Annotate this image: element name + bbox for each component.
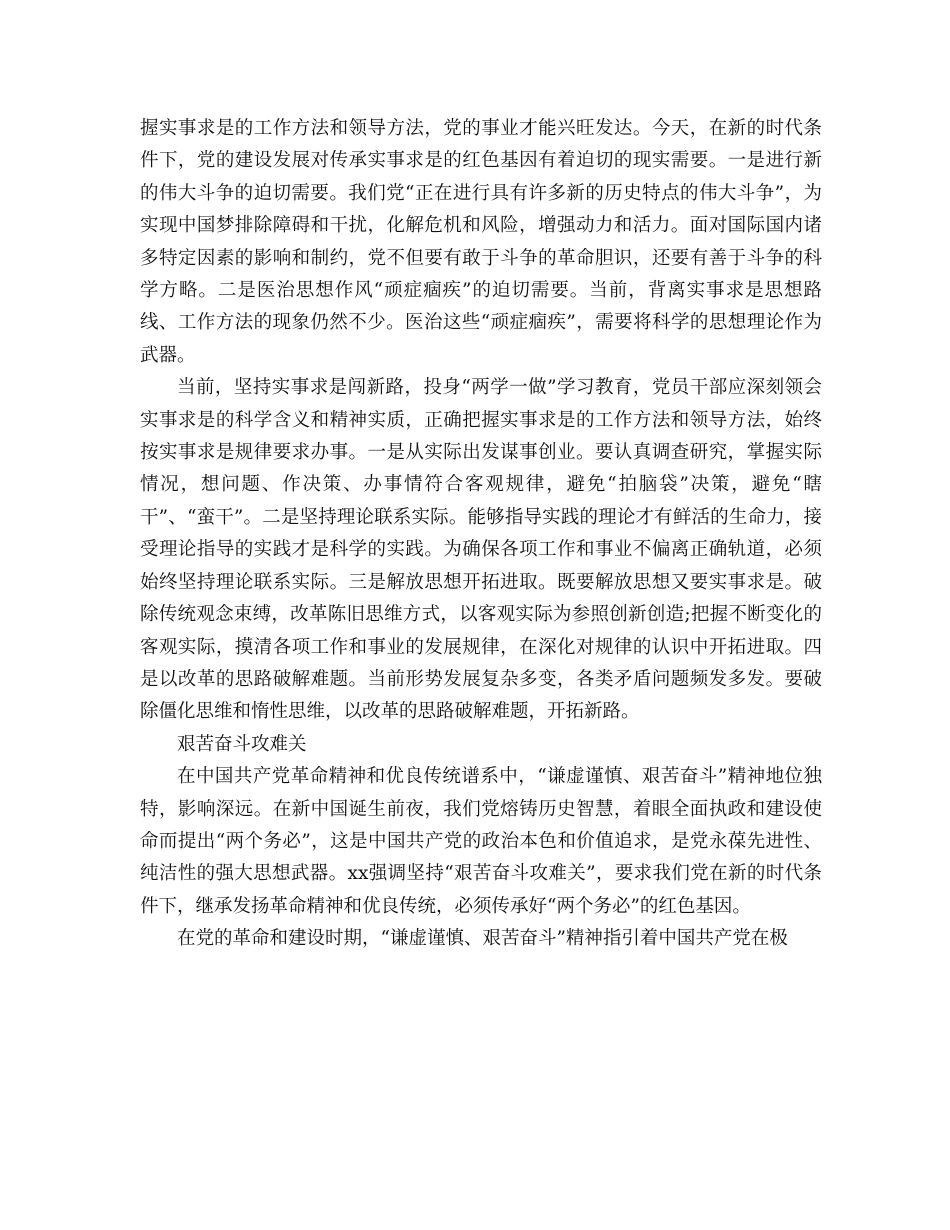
paragraph-revolution-period: 在党的革命和建设时期，“谦虚谨慎、艰苦奋斗”精神指引着中国共产党在极 (177, 928, 788, 950)
document-body (140, 113, 822, 956)
section-heading: 艰苦奋斗攻难关 (177, 733, 307, 755)
paragraph-continued: 握实事求是的工作方法和领导方法，党的事业才能兴旺发达。今天，在新的时代条件下，党的建设发展对传承实事求是的红色基因有着迫切的现实需要。一是进行新的伟大斗争的迫切需要。我们党“正在进行具有许多新的历史特点的伟大斗争”，为实现中国梦排除障碍和干扰，化解危机和风险，增强动力和活力。面对国际国内诸多特定因素的影响和制约，党不但要有敢于斗争的革命胆识，还要有善于斗争的科学方略。二是医治思想作风“顽症痼疾”的迫切需要。当前，背离实事求是思想路线、工作方法的现象仍然不少。医治这些“顽症痼疾”，需要将科学的思想理论作为武器。 (140, 118, 822, 366)
paragraph-two-musts: 在中国共产党革命精神和优良传统谱系中，“谦虚谨慎、艰苦奋斗”精神地位独特，影响深远。在新中国诞生前夜，我们党熔铸历史智慧，着眼全面执政和建设使命而提出“两个务必”，这是中国共产党的政治本色和价值追求，是党永葆先进性、纯洁性的强大思想武器。xx强调坚持“艰苦奋斗攻难关”，要求我们党在新的时代条件下，继承发扬革命精神和优良传统，必须传承好“两个务必”的红色基因。 (140, 766, 822, 917)
paragraph-seeking-truth: 当前，坚持实事求是闯新路，投身“两学一做”学习教育，党员干部应深刻领会实事求是的科学含义和精神实质，正确把握实事求是的工作方法和领导方法，始终按实事求是规律要求办事。一是从实际出发谋事创业。要认真调查研究，掌握实际情况，想问题、作决策、办事情符合客观规律，避免“拍脑袋”决策，避免“瞎干”、“蛮干”。二是坚持理论联系实际。能够指导实践的理论才有鲜活的生命力，接受理论指导的实践才是科学的实践。为确保各项工作和事业不偏离正确轨道，必须始终坚持理论联系实际。三是解放思想开拓进取。既要解放思想又要实事求是。破除传统观念束缚，改革陈旧思维方式，以客观实际为参照创新创造;把握不断变化的客观实际，摸清各项工作和事业的发展规律，在深化对规律的认识中开拓进取。四是以改革的思路破解难题。当前形势发展复杂多变，各类矛盾问题频发多发。要破除僵化思维和惰性思维，以改革的思路破解难题，开拓新路。 (140, 377, 822, 723)
